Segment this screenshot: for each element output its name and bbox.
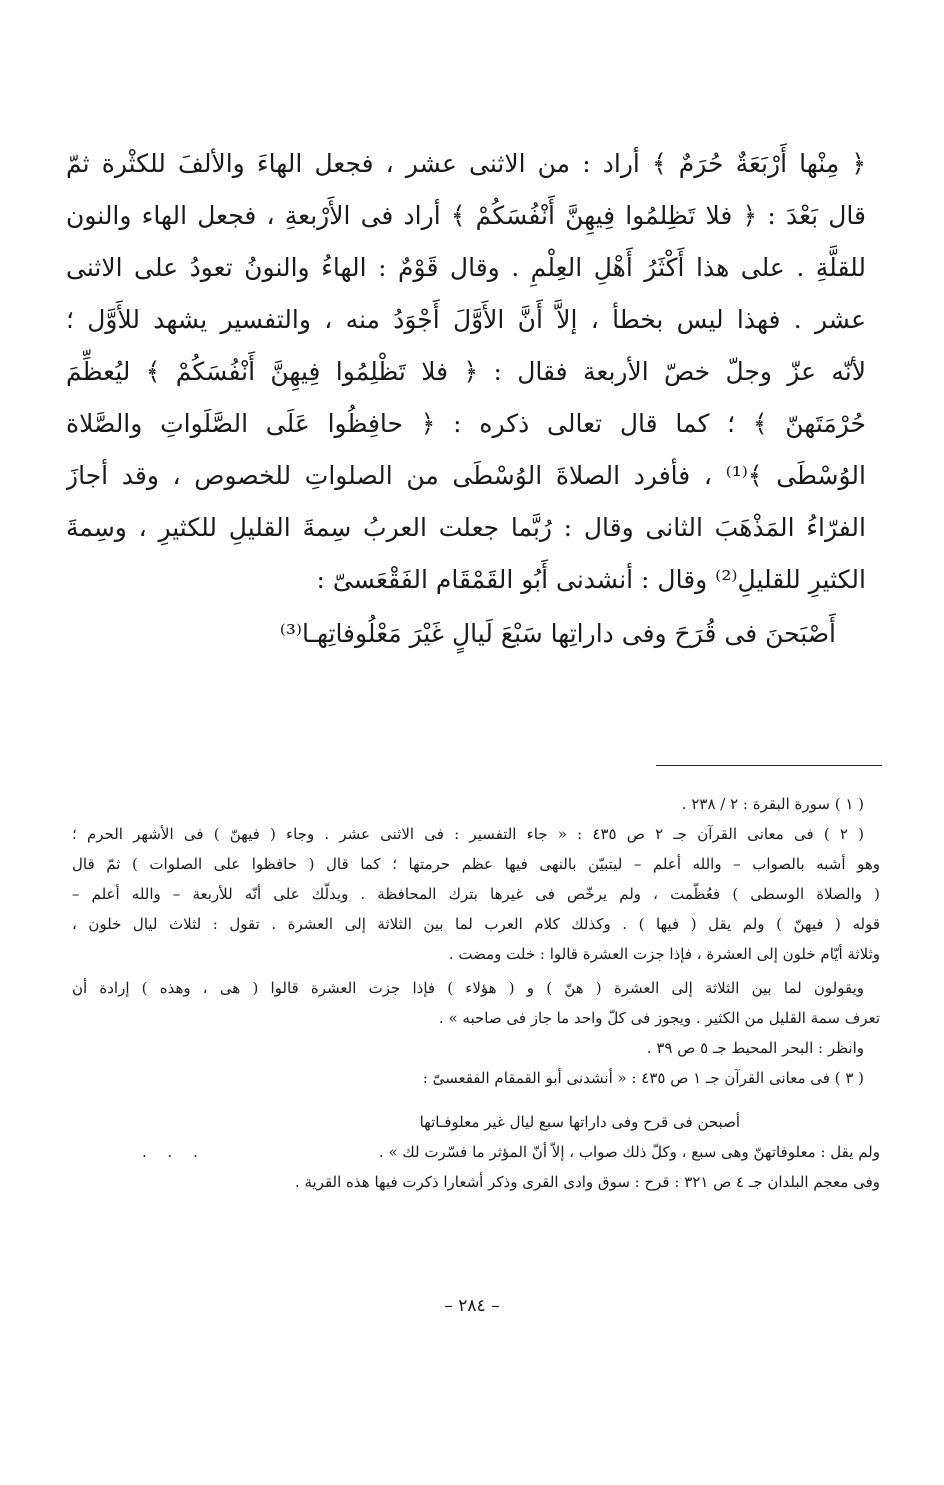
footnote-2-paragraph-line: تعرف سمة القليل من الكثير . ويجوز فى كلّ واحد ما جاز فى صاحبه » .	[438, 1009, 880, 1027]
ellipsis-dots: . . .	[142, 1143, 206, 1161]
footnote-2-line: ( ٢ ) فى معانى القرآن جـ ٢ ص ٤٣٥ : « جاء التفسير : فى الاثنى عشر . وجاء ( فيهنّ ) فى الأشهر الحرم ؛	[72, 825, 865, 843]
footnotes-section	[72, 789, 880, 1197]
body-line: عشر . فهذا ليس بخطأ ، إلاَّ أَنَّ الأَوَّلَ أَجْوَدُ منه ، والتفسير يشهد للأَوَّل ؛	[66, 305, 866, 334]
footnote-2-line: ( والصلاة الوسطى ) فعُظّمت ، ولم يرخّص فى غيرها بترك المحافظة . ويدلّك على أنّه للأربعة – والله أعلم –	[72, 885, 880, 903]
body-line: للقلَّةِ . على هذا أَكْثَرُ أَهْلِ العِلْمِ . وقال قَوْمٌ : الهاءُ والنونُ تعودُ على الاثنى	[66, 253, 866, 282]
footnote-2-line: قوله ( فيهنّ ) ولم يقل ( فيها ) . وكذلك كلام العرب لما بين الثلاثة إلى العشرة . تقول : لثلاث ليال خلون ،	[72, 915, 880, 933]
body-line: الفرّاءُ المَذْهَبَ الثانى وقال : رُبَّما جعلت العربُ سِمةَ القليلِ للكثيرِ ، وسِمةَ	[66, 513, 866, 542]
footnote-2-reference: وانظر : البحر المحيط جـ ٥ ص ٣٩ .	[646, 1039, 864, 1057]
body-line: قال بَعْدَ : ﴿ فلا تَظِلمُوا فِيهِنَّ أَنْفُسَكُمْ ﴾ أراد فى الأَرْبعةِ ، فجعل الهاء والنون	[66, 201, 866, 230]
footnote-3-verse: أصبحن فى قرح وفى داراتها سبع ليال غير معلوفـاتها	[419, 1113, 740, 1131]
footnote-3-line	[72, 1137, 880, 1167]
body-line: حُرْمَتَهنّ ﴾ ؛ كما قال تعالى ذكره : ﴿ حافِظُوا عَلَى الصَّلَواتِ والصَّلاة	[66, 409, 866, 438]
footnote-3-intro: ( ٣ ) فى معانى القرآن جـ ١ ص ٤٣٥ : « أنشدنى أبو القمقام الفقعسىّ :	[422, 1069, 864, 1087]
footnote-3-text: ولم يقل : معلوفاتهنّ وهى سبع ، وكلّ ذلك صواب ، إلاّ أنّ المؤثر ما فسّرت لك » .	[378, 1143, 880, 1161]
poetry-verse: أَصْبَحنَ فى قُرَحَ وفى داراتِها سَبْعَ لَيالٍ غَيْرَ مَعْلُوفاتِهـا⁽³⁾	[279, 619, 836, 648]
footnote-1: ( ١ ) سورة البقرة : ٢ / ٢٣٨ .	[681, 795, 864, 813]
page-number: – ٢٨٤ –	[444, 1296, 500, 1316]
body-line: الوُسْطَى ﴾⁽¹⁾ ، فأفرد الصلاةَ الوُسْطَى من الصلواتِ للخصوص ، وقد أجازَ	[66, 461, 866, 490]
footnote-2-paragraph-line: ويقولون لما بين الثلاثة إلى العشرة ( هنّ ) و ( هؤلاء ) فإذا جزت العشرة قالوا ( هى ، وهذه ) إرادة أن	[72, 979, 864, 997]
body-line: ﴿ مِنْها أَرْبَعَةٌ حُرَمٌ ﴾ أراد : من الاثنى عشر ، فجعل الهاءَ والألفَ للكثْرة ثمّ	[66, 149, 866, 178]
body-line: الكثيرِ للقليلِ⁽²⁾ وقال : أنشدنى أَبُو القَمْقَام الفَقْعَسىّ :	[316, 565, 866, 594]
main-body-text	[66, 138, 866, 660]
footnote-3-source: وفى معجم البلدان جـ ٤ ص ٣٢١ : قرح : سوق وادى القرى وذكر أشعارا ذكرت فيها هذه القرية .	[294, 1173, 880, 1191]
body-line: لأنّه عزّ وجلّ خصّ الأربعة فقال : ﴿ فلا تَظْلِمُوا فِيهِنَّ أَنْفُسَكُمْ ﴾ ليُعظِّمَ	[66, 357, 866, 386]
footnote-divider	[656, 765, 882, 766]
footnote-2-line: وهو أشبه بالصواب – والله أعلم – ليتبيّن بالنهى فيها عظم حرمتها ؛ كما قال ( حافظوا على الصلوات ) ثمّ قال	[72, 855, 880, 873]
footnote-2-line: وثلاثة أيّام خلون إلى العشرة ، فإذا جزت العشرة قالوا : خلت ومضت .	[448, 945, 880, 963]
